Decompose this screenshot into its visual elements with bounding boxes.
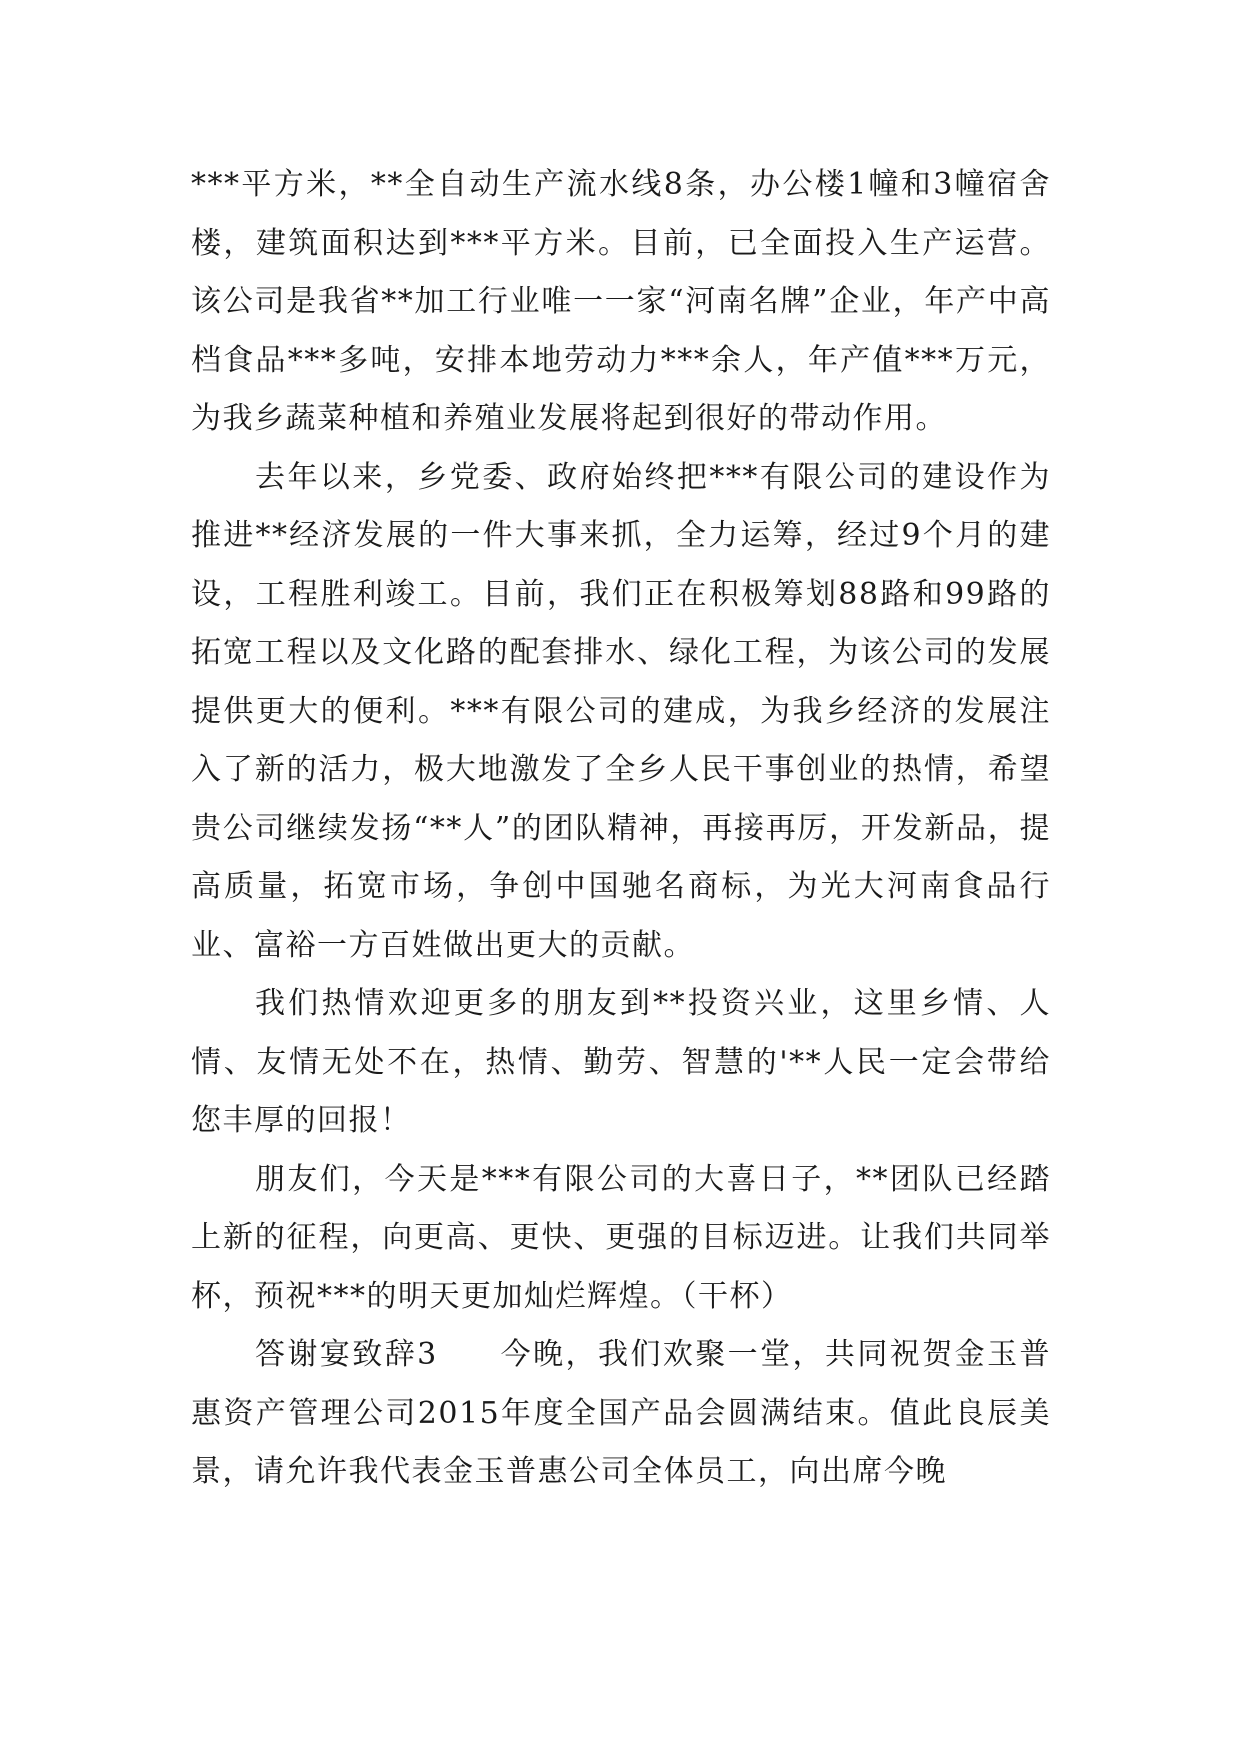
paragraph-4: 朋友们，今天是***有限公司的大喜日子，**团队已经踏上新的征程，向更高、更快、更强的目标迈进。让我们共同举杯，预祝***的明天更加灿烂辉煌。（干杯） <box>191 1161 1051 1314</box>
paragraph-5-text: 今晚，我们欢聚一堂，共同祝贺金玉普惠资产管理公司2015年度全国产品会圆满结束。值此良辰美景，请允许我代表金玉普惠公司全体员工，向出席今晚 <box>191 1337 1052 1489</box>
document-body <box>191 156 1051 1502</box>
paragraph-2: 去年以来，乡党委、政府始终把***有限公司的建设作为推进**经济发展的一件大事来抓，全力运筹，经过9个月的建设，工程胜利竣工。目前，我们正在积极筹划88路和99路的拓宽工程以及文化路的配套排水、绿化工程，为该公司的发展提供更大的便利。***有限公司的建成，为我乡经济的发展注入了新的活力，极大地激发了全乡人民干事创业的热情，希望贵公司继续发扬“**人”的团队精神，再接再厉，开发新品，提高质量，拓宽市场，争创中国驰名商标，为光大河南食品行业、富裕一方百姓做出更大的贡献。 <box>191 459 1051 963</box>
section-heading: 答谢宴致辞3 <box>255 1337 438 1372</box>
paragraph-3: 我们热情欢迎更多的朋友到**投资兴业，这里乡情、人情、友情无处不在，热情、勤劳、智慧的'**人民一定会带给您丰厚的回报！ <box>191 986 1051 1138</box>
paragraph-5 <box>191 1326 1051 1502</box>
paragraph-1: ***平方米，**全自动生产流水线8条，办公楼1幢和3幢宿舍楼，建筑面积达到***平方米。目前，已全面投入生产运营。该公司是我省**加工行业唯一一家“河南名牌”企业，年产中高档食品***多吨，安排本地劳动力***余人，年产值***万元，为我乡蔬菜种植和养殖业发展将起到很好的带动作用。 <box>191 167 1051 436</box>
